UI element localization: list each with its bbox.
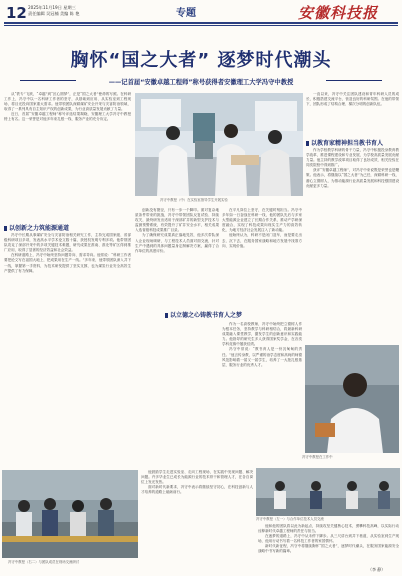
text-column-2: [135, 208, 219, 466]
photo-team: [256, 468, 400, 516]
paragraph: 一直以来，冯守中关注团队建设和青年科研人员的成长，积极搭建交流平台，营造良好的科研氛围。在他的带领下，团队形成了结构合理、梯次分明的创新队伍。: [306, 92, 399, 107]
section-heading-1: [4, 223, 69, 232]
paragraph: 近日，首届“安徽卓越工程师”称号评选结果揭晓，安徽理工大学冯守中教授榜上有名。这一荣誉是对他多年来扎根一线、服务产业的充分肯定。: [4, 112, 131, 122]
portrait-image: [305, 345, 399, 453]
header-rule-thin: [4, 25, 398, 26]
section-heading-1-text: 以创新之力筑能源通道: [9, 225, 70, 232]
paragraph: 作为学校教学科研的骨干力量，冯守中积极投身教育教学改革，推进课程建设和专业发展，为学校高质量发展贡献力量。他主持的教学改革项目取得了良好成效，相关经验在同类院校中得到推广。: [306, 148, 399, 168]
page-number: 12: [6, 4, 27, 22]
text-column-1a: [4, 92, 131, 220]
text-column-5a: [306, 92, 399, 134]
paragraph: 从“铁专”飞跃，“卓越”到“匠心圆梦”，正是“国之大者”使命的写照。在科研工作上，冯守中以一名科研工作者的坚守，从基础到应用、从实验室到工程现场，将目光投向国家重大需求。他带领团队深耕煤矿安全开采与灾害防治领域，取得了一系列具有自主知识产权的创新成果，为行业高质量发展贡献了力量。: [4, 92, 131, 112]
heading-marker: [165, 313, 168, 318]
section-heading-3: [306, 138, 383, 147]
section-heading-3-text: 以教育家精神担当教书育人: [311, 140, 384, 147]
text-column-4: [141, 470, 253, 572]
photo-portrait: [305, 345, 399, 453]
text-column-6: [258, 524, 399, 566]
team-scene-image: [256, 468, 400, 516]
section-heading-2: [165, 310, 242, 319]
issue-info: [28, 5, 108, 16]
article-subheadline: ——记首届“安徽卓越工程师”称号获得者安徽理工大学冯守中教授: [108, 79, 294, 86]
photo-site-caption: 冯守中教授（右二）与团队成员在现场交流研讨: [8, 560, 80, 564]
paragraph: 作为一名高校教师，冯守中始终把立德树人作为根本任务，坚持教学与科研相结合，将最新科研成果融入课堂教学，激发学生的创新意识和实践能力。他指导的研究生多人获得国家奖学金，在各类学科竞赛中屡获佳绩。: [222, 322, 302, 347]
paragraph: 他和他的团队将以此为新起点，持续攻坚关键核心技术，勇攀科技高峰，以实际行动诠释新时代卓越工程师的责任与担当。: [258, 524, 399, 534]
paragraph: 为了确保研究成果真正落地见效，他多次带队深入企业现场调研，与工程技术人员面对面交流，针对生产中遇到的具体问题量身定制解决方案，赢得了合作单位的高度评价。: [135, 233, 219, 253]
paragraph: 获评“安徽卓越工程师”，对冯守中来说既是荣誉也是鞭策。他表示，将继续以“国之大者”为己任，深耕科研一线，潜心立德树人，为推动能源行业高质量发展和科技强国建设贡献更多力量。: [306, 168, 399, 188]
paragraph: 冯守中长期从事煤矿安全与灾害防治相关研究工作，主持完成国家级、省部级科研项目多项，发表高水平学术论文数十篇，获授权发明专利多项。他带领团队攻克了深部开采中的多项关键技术难题，研究成果在淮南、淮北等矿区得到推广应用，取得了显著的经济效益和社会效益。: [4, 233, 131, 253]
lab-scene-image: [135, 93, 303, 196]
section-heading-2-text: 以立德之心铸教书育人之梦: [170, 312, 243, 319]
paragraph: 在科研道路上，冯守中始终坚持问题导向、需求导向。他常说：“科研工作者要把论文写在祖国大地上，把成果用在生产一线。”多年来，他带领团队深入井下一线，掌握第一手资料，为技术研发提供了坚实支撑，也为煤炭行业安全高效生产提供了有力保障。: [4, 253, 131, 273]
paragraph: 新时代新征程，冯守中将继续胸怀“国之大者”，逐梦时代潮头，在服务国家能源安全战略中书写新的篇章。: [258, 544, 399, 554]
paragraph: 他始终认为，科研不是闭门造车，而是要走出去、沉下去，在服务国家战略和地方发展中找准方向、实现价值。: [222, 233, 302, 248]
subhead-rule-right: [326, 80, 382, 81]
section-title: 专题: [176, 8, 196, 19]
issue-date: 2025年11月19日 星期三: [28, 5, 76, 10]
paragraph: 创新没有捷径，只有一步一个脚印。面对复杂地质条件带来的挑战，冯守中带领团队反复试验、持续攻关，最终研发出适用于深部矿井的新型支护技术与监测预警系统，有效提升了矿井安全水平，相关成果入选省级科技成果推广目录。: [135, 208, 219, 233]
heading-marker: [306, 141, 309, 146]
photo-lab: [135, 93, 303, 196]
paragraph: 面对新时代新要求，冯守中表示将继续坚守初心，在科技创新与人才培养的道路上砥砺前行。: [141, 485, 253, 495]
site-scene-image: [2, 470, 138, 558]
text-column-3b: [222, 322, 302, 466]
paragraph: 在逐梦的道路上，冯守中从未停下脚步。从三尺讲台到井下巷道，从实验室到生产现场，他用行动书写着一名科技工作者的家国情怀。: [258, 534, 399, 544]
header-rule: [4, 22, 398, 24]
newspaper-logo: 安徽科技报: [298, 4, 379, 22]
photo-portrait-caption: 冯守中教授在工作中: [302, 455, 333, 459]
author-signature: （李 静）: [368, 567, 386, 572]
paragraph: 冯守中常说：“教书育人是一份沉甸甸的责任。”他言传身教，以严谨的治学态度和高尚的师德风范影响着一届又一届学生，培养了一大批扎根基层、服务行业的优秀人才。: [222, 347, 302, 367]
issue-editors: 责任编辑 吴冠楠 美编 陈 艳: [28, 10, 80, 16]
heading-marker: [4, 226, 7, 231]
photo-site: [2, 470, 138, 558]
text-column-5b: [306, 148, 399, 342]
paragraph: 在平凡岗位上坚守，在关键时刻担当。冯守中多年如一日奋战在科研一线，他的团队先后与多家大型能源企业建立了长期合作关系，推动产学研深度融合，实现了科技成果向现实生产力的高效转化，为地方经济社会发展注入了新动能。: [222, 208, 302, 233]
paragraph: 他鼓励学生走进实验室、走向工程现场，在实践中发现问题、解决问题。许多毕业生已成长为能源行业的技术骨干和管理人才，在各自岗位上发光发热。: [141, 470, 253, 485]
photo-team-caption: 冯守中教授（左一）与合作单位技术人员交流: [256, 517, 324, 521]
text-column-3a: [222, 208, 302, 306]
photo-lab-caption: 冯守中教授（中）在实验室指导学生开展实验: [160, 198, 228, 202]
article-headline: 胸怀“国之大者” 逐梦时代潮头: [70, 50, 332, 71]
text-column-1b: [4, 233, 131, 467]
